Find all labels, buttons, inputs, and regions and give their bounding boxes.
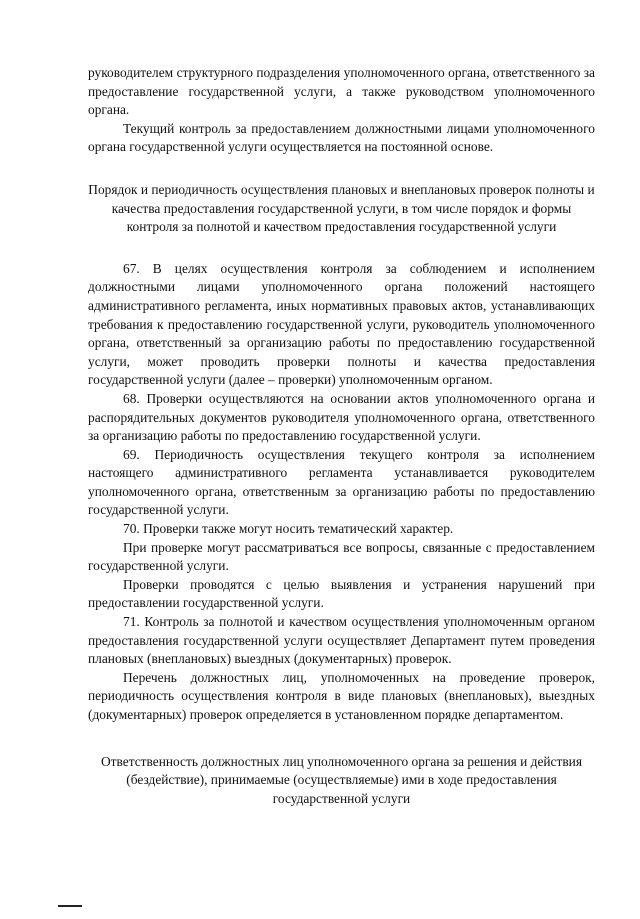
paragraph-current-control: Текущий контроль за предоставлением должностными лицами уполномоченного органа государственной услуги осуществляется на постоянной основе. — [88, 120, 595, 155]
paragraph-67: 67. В целях осуществления контроля за соблюдением и исполнением должностными лицами уполномоченного органа положений настоящего административного регламента, иных нормативных правовых актов, устанавливающих требования к предоставлению государственной услуги, руководитель уполномоченного органа, ответственный за организацию работы по предоставлению государственной услуги, может проводить проверки полноты и качества предоставления государственной услуги (далее – проверки) уполномоченным органом. — [88, 260, 595, 388]
section-heading-responsibility: Ответственность должностных лиц уполномоченного органа за решения и действия (бездействие), принимаемые (осуществляемые) ими в ходе предоставления государственной услуги — [100, 753, 583, 806]
paragraph-69: 69. Периодичность осуществления текущего контроля за исполнением настоящего административного регламента устанавливается руководителем уполномоченного органа, ответственным за организацию работы по предоставлению государственной услуги. — [88, 446, 595, 518]
document-body — [88, 64, 595, 808]
paragraph-70-purpose: Проверки проводятся с целью выявления и устранения нарушений при предоставлении государственной услуги. — [88, 576, 595, 611]
paragraph-71-officials: Перечень должностных лиц, уполномоченных на проведение проверок, периодичность осуществления контроля в виде плановых (внеплановых), выездных (документарных) проверок определяется в установленном порядке департаментом. — [88, 669, 595, 722]
paragraph-71: 71. Контроль за полнотой и качеством осуществления уполномоченным органом предоставления государственной услуги осуществляет Департамент путем проведения плановых (внеплановых) выездных (документарных) проверок. — [88, 614, 595, 667]
paragraph-70: 70. Проверки также могут носить тематический характер. — [123, 521, 454, 537]
paragraph-70-questions: При проверке могут рассматриваться все вопросы, связанные с предоставлением государственной услуги. — [88, 539, 595, 574]
paragraph-continuation: руководителем структурного подразделения уполномоченного органа, ответственного за предоставление государственной услуги, а также руководством уполномоченного органа. — [88, 65, 595, 118]
page-edge-mark — [58, 905, 82, 907]
section-heading-inspections: Порядок и периодичность осуществления плановых и внеплановых проверок полноты и качества предоставления государственной услуги, в том числе порядок и формы контроля за полнотой и качеством предоставления государственной услуги — [88, 181, 595, 235]
paragraph-68: 68. Проверки осуществляются на основании актов уполномоченного органа и распорядительных документов руководителя уполномоченного органа, ответственного за организацию работы по предоставлению государственной услуги. — [88, 390, 595, 444]
